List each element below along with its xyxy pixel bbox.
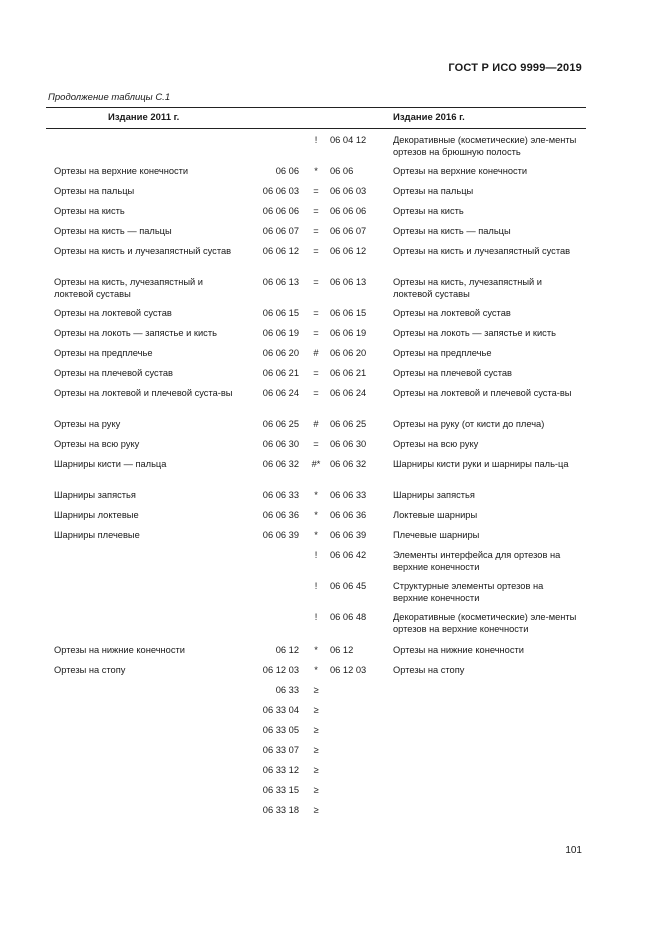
row-name-2016: Ортезы на предплечье — [393, 348, 492, 358]
row-code-2011: 06 33 — [275, 685, 299, 695]
table-row — [46, 704, 586, 724]
row-code-2011: 06 06 07 — [262, 226, 299, 236]
row-code-2016: 06 06 30 — [330, 439, 367, 449]
row-change-symbol: ≥ — [313, 765, 319, 775]
row-code-2011: 06 06 36 — [262, 510, 299, 520]
row-name-2011: Ортезы на предплечье — [54, 348, 153, 358]
row-name-2011: Шарниры плечевые — [54, 530, 140, 540]
table-row — [46, 644, 586, 664]
row-name-2016: Элементы интерфейса для ортезов на верхние конечности — [393, 550, 561, 572]
table-row — [46, 367, 586, 387]
table-row — [46, 684, 586, 704]
row-code-2011: 06 12 — [275, 645, 299, 655]
row-code-2011: 06 06 03 — [262, 186, 299, 196]
row-code-2016: 06 06 36 — [330, 510, 367, 520]
row-change-symbol: = — [313, 328, 319, 338]
table-row — [46, 307, 586, 327]
table-row — [46, 225, 586, 245]
row-code-2016: 06 06 12 — [330, 246, 367, 256]
row-name-2016: Ортезы на пальцы — [393, 186, 474, 196]
row-change-symbol: ≥ — [313, 785, 319, 795]
row-change-symbol: ! — [314, 612, 318, 622]
row-code-2011: 06 06 20 — [262, 348, 299, 358]
row-name-2016: Ортезы на плечевой сустав — [393, 368, 512, 378]
table-row — [46, 549, 586, 580]
row-code-2011: 06 33 04 — [262, 705, 299, 715]
row-name-2016: Ортезы на верхние конечности — [393, 166, 528, 176]
row-code-2016: 06 06 33 — [330, 490, 367, 500]
row-code-2016: 06 06 21 — [330, 368, 367, 378]
row-name-2016: Ортезы на нижние конечности — [393, 645, 524, 655]
row-name-2016: Ортезы на кисть — [393, 206, 464, 216]
row-code-2016: 06 06 32 — [330, 459, 367, 469]
row-code-2011: 06 06 30 — [262, 439, 299, 449]
row-name-2011: Шарниры кисти — пальца — [54, 459, 167, 469]
correspondence-table — [46, 107, 586, 824]
row-code-2016: 06 06 39 — [330, 530, 367, 540]
row-name-2011: Ортезы на кисть и лучезапястный сустав — [54, 246, 232, 256]
row-code-2016: 06 06 06 — [330, 206, 367, 216]
row-code-2011: 06 33 07 — [262, 745, 299, 755]
row-change-symbol: = — [313, 186, 319, 196]
table-row — [46, 580, 586, 611]
row-code-2016: 06 06 — [330, 166, 354, 176]
row-name-2011: Ортезы на плечевой сустав — [54, 368, 173, 378]
row-change-symbol: #* — [311, 459, 321, 469]
row-name-2016: Ортезы на кисть, лучезапястный и локтевой суставы — [393, 277, 542, 299]
table-row — [46, 205, 586, 225]
row-code-2011: 06 06 39 — [262, 530, 299, 540]
row-change-symbol: # — [313, 348, 319, 358]
row-code-2016: 06 06 03 — [330, 186, 367, 196]
row-code-2011: 06 06 06 — [262, 206, 299, 216]
table-row — [46, 245, 586, 276]
row-code-2016: 06 04 12 — [330, 135, 367, 145]
row-change-symbol: ≥ — [313, 685, 319, 695]
row-change-symbol: * — [314, 166, 318, 176]
row-code-2011: 06 06 25 — [262, 419, 299, 429]
row-name-2011: Ортезы на локоть — запястье и кисть — [54, 328, 217, 338]
row-name-2016: Шарниры запястья — [393, 490, 475, 500]
row-code-2011: 06 06 33 — [262, 490, 299, 500]
row-change-symbol: = — [313, 277, 319, 287]
row-name-2016: Декоративные (косметические) эле-менты ортезов на брюшную полость — [393, 135, 577, 157]
table-row — [46, 489, 586, 509]
document-code: ГОСТ Р ИСО 9999—2019 — [448, 62, 582, 74]
row-code-2016: 06 06 45 — [330, 581, 367, 591]
row-change-symbol: * — [314, 510, 318, 520]
column-header-2011: Издание 2011 г. — [108, 112, 180, 123]
row-code-2011: 06 06 13 — [262, 277, 299, 287]
row-code-2011: 06 06 21 — [262, 368, 299, 378]
row-name-2011: Ортезы на всю руку — [54, 439, 140, 449]
column-header-2016: Издание 2016 г. — [393, 112, 465, 123]
row-name-2016: Декоративные (косметические) эле-менты ортезов на верхние конечности — [393, 612, 577, 634]
table-row — [46, 347, 586, 367]
row-name-2011: Ортезы на пальцы — [54, 186, 135, 196]
row-code-2011: 06 06 24 — [262, 388, 299, 398]
row-change-symbol: = — [313, 388, 319, 398]
row-change-symbol: ≥ — [313, 705, 319, 715]
page-number: 101 — [565, 845, 582, 856]
table-header — [46, 107, 586, 129]
row-code-2016: 06 12 03 — [330, 665, 367, 675]
table-row — [46, 458, 586, 489]
row-code-2016: 06 06 48 — [330, 612, 367, 622]
table-row — [46, 327, 586, 347]
row-name-2016: Ортезы на кисть и лучезапястный сустав — [393, 246, 571, 256]
row-change-symbol: = — [313, 368, 319, 378]
row-name-2016: Ортезы на руку (от кисти до плеча) — [393, 419, 545, 429]
row-name-2011: Ортезы на кисть — пальцы — [54, 226, 172, 236]
row-code-2016: 06 06 13 — [330, 277, 367, 287]
row-name-2011: Ортезы на локтевой сустав — [54, 308, 172, 318]
row-code-2011: 06 06 — [275, 166, 299, 176]
table-row — [46, 664, 586, 684]
table-row — [46, 784, 586, 804]
row-name-2016: Шарниры кисти руки и шарниры паль-ца — [393, 459, 569, 469]
table-row — [46, 764, 586, 784]
row-name-2016: Локтевые шарниры — [393, 510, 478, 520]
row-change-symbol: ≥ — [313, 805, 319, 815]
row-code-2011: 06 06 12 — [262, 246, 299, 256]
row-change-symbol: # — [313, 419, 319, 429]
row-code-2011: 06 33 15 — [262, 785, 299, 795]
row-code-2016: 06 06 15 — [330, 308, 367, 318]
row-name-2016: Плечевые шарниры — [393, 530, 480, 540]
row-code-2011: 06 06 19 — [262, 328, 299, 338]
table-row — [46, 185, 586, 205]
row-change-symbol: ≥ — [313, 745, 319, 755]
row-name-2016: Ортезы на локтевой сустав — [393, 308, 511, 318]
row-name-2011: Ортезы на стопу — [54, 665, 126, 675]
row-change-symbol: * — [314, 530, 318, 540]
table-row — [46, 134, 586, 165]
row-name-2016: Ортезы на стопу — [393, 665, 465, 675]
row-name-2011: Ортезы на нижние конечности — [54, 645, 185, 655]
row-name-2016: Ортезы на локоть — запястье и кисть — [393, 328, 556, 338]
row-change-symbol: ≥ — [313, 725, 319, 735]
row-name-2016: Ортезы на локтевой и плечевой суста-вы — [393, 388, 572, 398]
row-change-symbol: = — [313, 226, 319, 236]
row-code-2016: 06 06 25 — [330, 419, 367, 429]
table-row — [46, 744, 586, 764]
table-row — [46, 509, 586, 529]
table-row — [46, 387, 586, 418]
row-code-2016: 06 06 20 — [330, 348, 367, 358]
row-name-2011: Ортезы на руку — [54, 419, 121, 429]
row-name-2011: Ортезы на верхние конечности — [54, 166, 189, 176]
row-name-2016: Ортезы на кисть — пальцы — [393, 226, 511, 236]
row-name-2011: Шарниры локтевые — [54, 510, 139, 520]
row-code-2011: 06 33 12 — [262, 765, 299, 775]
row-code-2016: 06 06 42 — [330, 550, 367, 560]
table-row — [46, 611, 586, 644]
row-code-2011: 06 33 05 — [262, 725, 299, 735]
row-name-2011: Ортезы на локтевой и плечевой суста-вы — [54, 388, 233, 398]
row-code-2016: 06 12 — [330, 645, 354, 655]
row-code-2011: 06 12 03 — [262, 665, 299, 675]
row-name-2016: Структурные элементы ортезов на верхние конечности — [393, 581, 544, 603]
row-code-2011: 06 06 15 — [262, 308, 299, 318]
table-caption: Продолжение таблицы С.1 — [48, 92, 171, 103]
row-name-2011: Ортезы на кисть — [54, 206, 125, 216]
row-change-symbol: ! — [314, 550, 318, 560]
table-body — [46, 134, 586, 824]
row-change-symbol: * — [314, 665, 318, 675]
table-row — [46, 418, 586, 438]
row-change-symbol: ! — [314, 135, 318, 145]
row-code-2016: 06 06 19 — [330, 328, 367, 338]
row-code-2011: 06 33 18 — [262, 805, 299, 815]
row-change-symbol: = — [313, 206, 319, 216]
row-change-symbol: * — [314, 490, 318, 500]
row-name-2016: Ортезы на всю руку — [393, 439, 479, 449]
row-change-symbol: = — [313, 246, 319, 256]
table-row — [46, 276, 586, 307]
row-change-symbol: = — [313, 308, 319, 318]
table-row — [46, 804, 586, 824]
row-change-symbol: ! — [314, 581, 318, 591]
row-code-2011: 06 06 32 — [262, 459, 299, 469]
row-code-2016: 06 06 24 — [330, 388, 367, 398]
row-name-2011: Шарниры запястья — [54, 490, 136, 500]
table-row — [46, 529, 586, 549]
row-change-symbol: * — [314, 645, 318, 655]
row-code-2016: 06 06 07 — [330, 226, 367, 236]
table-row — [46, 724, 586, 744]
row-change-symbol: = — [313, 439, 319, 449]
row-name-2011: Ортезы на кисть, лучезапястный и локтевой суставы — [54, 277, 203, 299]
table-row — [46, 438, 586, 458]
table-row — [46, 165, 586, 185]
